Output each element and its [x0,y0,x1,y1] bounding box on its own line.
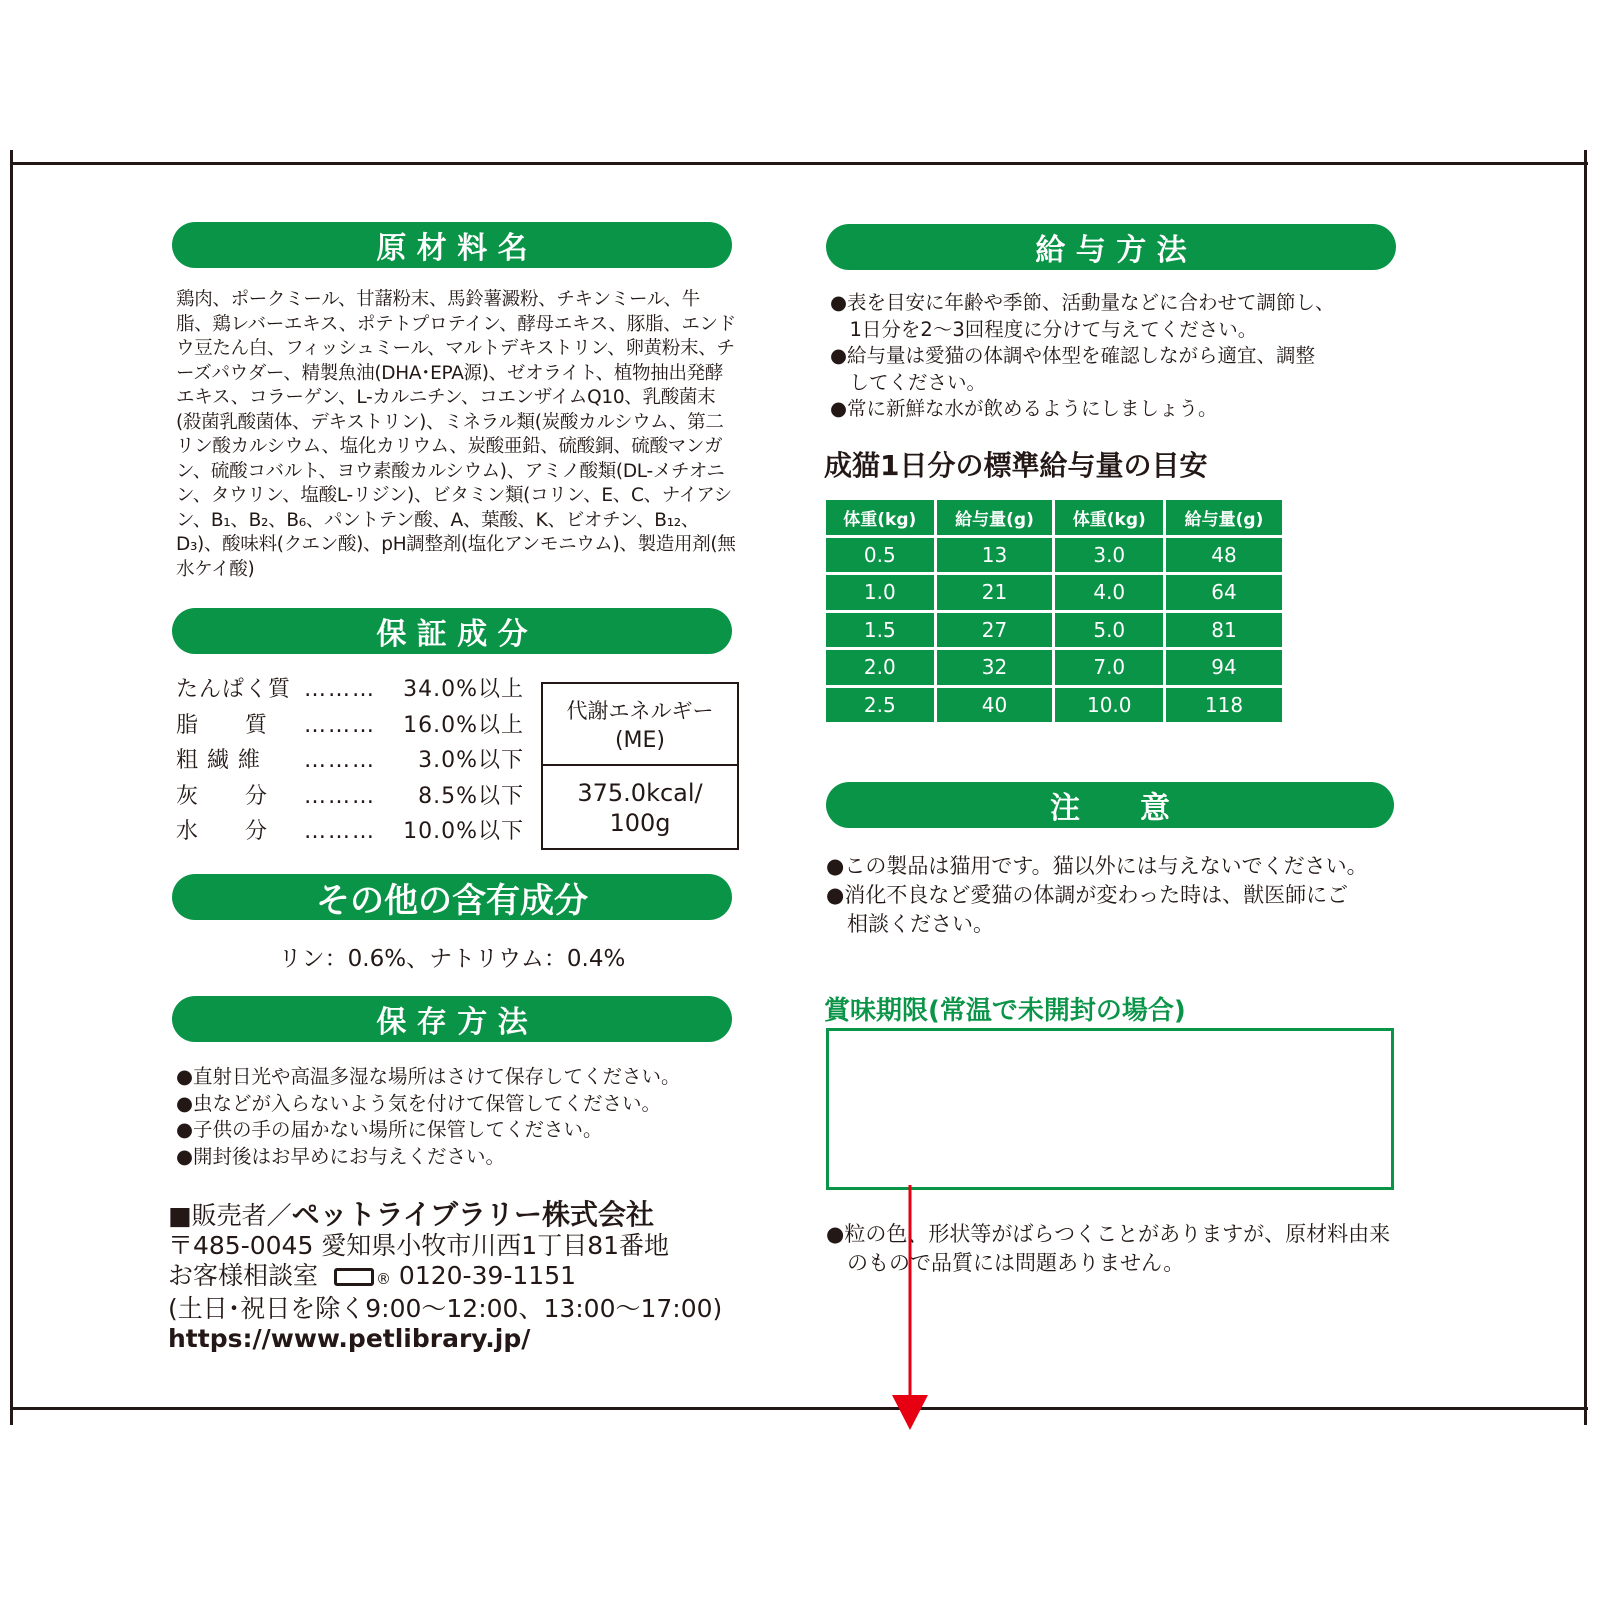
row-value: 3.0%以下 [418,748,524,773]
cell: 10.0 [1055,688,1163,723]
seller-line [168,1200,722,1231]
cell: 48 [1166,538,1282,573]
cell: 1.5 [826,613,934,648]
cell: 27 [937,613,1053,648]
list-item: してください。 [830,370,987,394]
caution-list [826,852,1368,939]
row-value: 10.0%以下 [403,819,524,844]
leader-dots: ……… [304,712,376,738]
table-row [826,538,1282,573]
support-line [168,1261,722,1294]
cell: 7.0 [1055,650,1163,685]
row-value: 16.0%以上 [403,712,524,738]
col-header: 体重(kg) [826,500,934,535]
row-label: 脂 質 [176,712,269,738]
col-header: 給与量(g) [1166,500,1282,535]
row-label: 水 分 [176,819,269,844]
guaranteed-row [176,814,524,850]
seller-company: ペットライブラリー株式会社 [291,1198,654,1231]
list-item: ●虫などが入らないよう気を付けて保管してください。 [176,1091,662,1115]
seller-address: 〒485-0045 愛知県小牧市川西1丁目81番地 [168,1231,670,1260]
cell: 81 [1166,613,1282,648]
table-row [826,688,1282,723]
top-border [10,162,1588,165]
leader-dots: ……… [304,783,376,809]
support-label: お客様相談室 [168,1261,319,1290]
registered-icon: ® [375,1270,391,1288]
leader-dots: ……… [304,677,376,702]
energy-value: 375.0kcal/ [577,779,703,807]
other-text: リン：0.6%、ナトリウム：0.4% [278,946,626,972]
leader-dots: ……… [304,748,376,773]
list-item: ●この製品は猫用です。猫以外には与えないでください。 [826,854,1368,878]
list-item: 相談ください。 [826,912,994,936]
cell: 94 [1166,650,1282,685]
cell: 4.0 [1055,575,1163,610]
guaranteed-row [176,779,524,815]
table-header-row [826,500,1282,535]
list-item: ●常に新鮮な水が飲めるようにしましょう。 [830,397,1218,420]
feeding-list [830,290,1335,423]
ingredients-header: 原 材 料 名 [172,222,732,268]
energy-label: 代謝エネルギー [566,699,714,723]
table-row [826,613,1282,648]
feeding-table-title: 成猫1日分の標準給与量の目安 [824,449,1208,482]
bottom-border [10,1407,1588,1410]
arrow-down-icon [890,1185,930,1435]
right-border [1584,150,1587,1425]
freedial-number: 0120-39-1151 [398,1261,577,1290]
list-item: ●給与量は愛猫の体調や体型を確認しながら適宜、調整 [830,344,1316,367]
row-value: 34.0%以上 [403,677,524,702]
arrow-head [892,1395,928,1430]
cell: 2.0 [826,650,934,685]
expiry-title: 賞味期限(常温で未開封の場合) [824,996,1186,1026]
cell: 3.0 [1055,538,1163,573]
energy-unit: 100g [609,809,671,837]
guaranteed-row [176,708,524,744]
cell: 40 [937,688,1053,723]
cell: 0.5 [826,538,934,573]
list-item: 1日分を2～3回程度に分けて与えてください。 [830,317,1258,341]
expiry-box [826,1028,1394,1190]
caution-header: 注 意 [826,782,1394,828]
feeding-table [823,497,1285,725]
list-item: ●直射日光や高温多湿な場所はさけて保存してください。 [176,1065,681,1088]
leader-dots: ……… [304,819,376,844]
website-link[interactable]: https://www.petlibrary.jp/ [168,1324,531,1353]
support-hours: (土日･祝日を除く9:00～12:00、13:00～17:00) [168,1294,723,1323]
row-label: 粗 繊 維 [176,748,261,773]
freedial-icon [334,1268,374,1286]
list-item: ●開封後はお早めにお与えください。 [176,1144,506,1168]
storage-list [176,1064,681,1170]
energy-box [541,682,739,850]
list-item: ●消化不良など愛猫の体調が変わった時は、獣医師にご [826,883,1349,907]
cell: 1.0 [826,575,934,610]
list-item: のもので品質には問題ありません。 [826,1251,1185,1275]
list-item: ●表を目安に年齢や季節、活動量などに合わせて調節し、 [830,291,1335,314]
guaranteed-list [176,672,524,850]
row-label: たんぱく質 [176,677,292,702]
energy-value-cell [543,766,737,838]
left-border [10,150,13,1425]
seller-label: ■販売者／ [168,1201,292,1230]
cell: 32 [937,650,1053,685]
cell: 21 [937,575,1053,610]
guaranteed-row [176,672,524,708]
list-item: ●子供の手の届かない場所に保管してください。 [176,1118,603,1141]
ingredients-text: 鶏肉、ポークミール、甘藷粉末、馬鈴薯澱粉、チキンミール、牛脂、鶏レバーエキス、ポテトプロテイン、酵母エキス、豚脂、エンドウ豆たん白、フィッシュミール、マルトデキストリン、卵黄粉末、チーズパウダー、精製魚油(DHA･EPA源)、ゼオライト、植物抽出発酵エキス、コラーゲン、L-カルニチン、コエンザイムQ10、乳酸菌末(殺菌乳酸菌体、デキストリン)、ミネラル類(炭酸カルシウム、第二リン酸カルシウム、塩化カリウム、炭酸亜鉛、硫酸銅、硫酸マンガン、硫酸コバルト、ヨウ素酸カルシウム)、アミノ酸類(DL-メチオニン、タウリン、塩酸L-リジン)、ビタミン類(コリン、E、C、ナイアシン、B₁、B₂、B₆、パントテン酸、A、葉酸、K、ビオチン、B₁₂、D₃)、酸味料(クエン酸)、pH調整剤(塩化アンモニウム)、製造用剤(無水ケイ酸) [176,289,736,580]
cell: 13 [937,538,1053,573]
table-row [826,575,1282,610]
list-item: ●粒の色、形状等がばらつくことがありますが、原材料由来 [826,1222,1391,1246]
seller-block [168,1200,722,1354]
feeding-header: 給 与 方 法 [826,224,1396,270]
cell: 2.5 [826,688,934,723]
energy-sub: (ME) [614,728,666,753]
energy-label-cell [543,684,737,766]
row-label: 灰 分 [176,783,269,809]
col-header: 体重(kg) [1055,500,1163,535]
cell: 64 [1166,575,1282,610]
guaranteed-header: 保 証 成 分 [172,608,732,654]
col-header: 給与量(g) [937,500,1053,535]
cell: 118 [1166,688,1282,723]
guaranteed-row [176,743,524,779]
other-header: その他の含有成分 [172,874,732,920]
table-row [826,650,1282,685]
cell: 5.0 [1055,613,1163,648]
row-value: 8.5%以下 [418,783,524,809]
storage-header: 保 存 方 法 [172,996,732,1042]
